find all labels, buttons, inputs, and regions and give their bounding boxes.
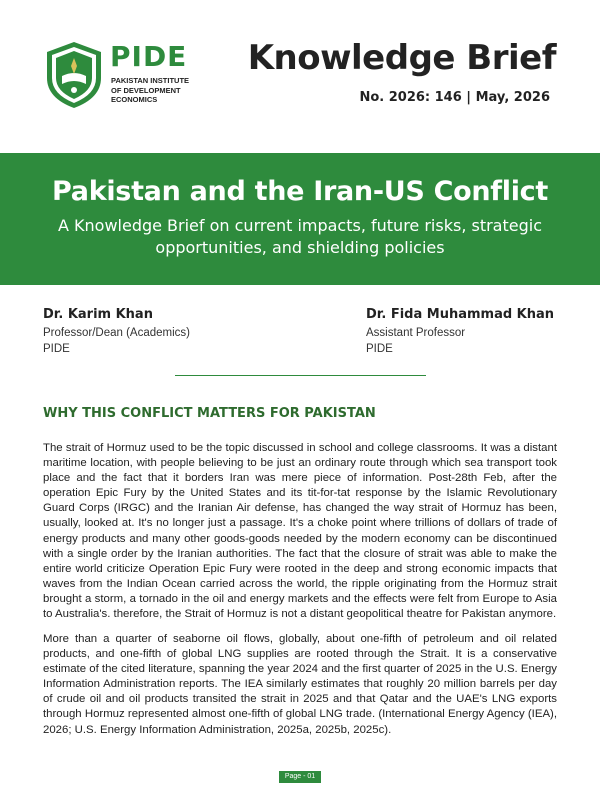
author-org: PIDE [366,343,393,355]
section-divider [175,375,426,376]
page-number-badge: Page - 01 [279,771,321,783]
title-banner [0,153,600,285]
author-name: Dr. Fida Muhammad Khan [366,307,555,322]
pide-wordmark: PIDE [110,40,188,73]
org-name-line: PAKISTAN INSTITUTE [111,76,190,85]
org-name-line: ECONOMICS [111,95,158,104]
doc-type-title: Knowledge Brief [247,38,556,78]
pide-crest-icon [44,40,104,110]
author-role: Professor/Dean (Academics) [43,327,190,339]
author-role: Assistant Professor [366,327,466,339]
org-name [111,76,231,105]
org-name-line: OF DEVELOPMENT [111,85,181,95]
section-heading: WHY THIS CONFLICT MATTERS FOR PAKISTAN [43,406,376,421]
author-name: Dr. Karim Khan [43,307,153,322]
body-paragraph: The strait of Hormuz used to be the topic discussed in school and college classrooms. It was a distant maritime location, with people believing to be just an ordinary route through which sea transport took place and the fact that it borders Iran was mere piece of information. Post-28th Feb, after the operation Epic Fury by the United States and its tit-for-tat response by the Islamic Revolutionary Guard Corps (IRGC) and the Iranian Air defense, has changed the way strait of Hormuz has been, usually, looked at. It's no longer just a passage. It's a choke point where trillions of dollars of trade of energy products and many other goods-goods needed by the modern economy can be discontinued with a single order by the Iranian authorities. The fact that the closure of strait was able to make the entire world criticize Operation Epic Fury were rooted in the deep and strong economic impacts that waves from the Indian Ocean carried across the world, the ripple originating from the Hormuz strait brought a storm, a tornado in the oil and energy markets and the effects were felt from Europe to Asia to Australia's. therefore, the Strait of Hormuz is not a distant geopolitical theatre for Pakistan anymore. [43,442,557,621]
brief-subtitle: A Knowledge Brief on current impacts, future risks, strategic opportunities, and shielding policies [57,216,542,257]
issue-number: No. 2026: 146 | May, 2026 [359,90,550,105]
brief-title: Pakistan and the Iran-US Conflict [52,176,548,207]
author-org: PIDE [43,343,70,355]
body-paragraph: More than a quarter of seaborne oil flows, globally, about one-fifth of petroleum and oil related products, and one-fifth of global LNG supplies are rooted through the Strait. It is a conservative estimate of the cited literature, spanning the year 2024 and the first quarter of 2025 in the U.S. Energy Information Administration reports. The IEA similarly estimates that roughly 20 million barrels per day of crude oil and oil products transited the strait in 2025 and that Qatar and the UAE's LNG exports through Hormuz represented almost one-fifth of global LNG trade. (International Energy Agency (IEA), 2026; U.S. Energy Information Administration, 2025a, 2025b, 2025c). [43,633,557,736]
author-block [366,306,554,357]
author-block [43,306,190,357]
